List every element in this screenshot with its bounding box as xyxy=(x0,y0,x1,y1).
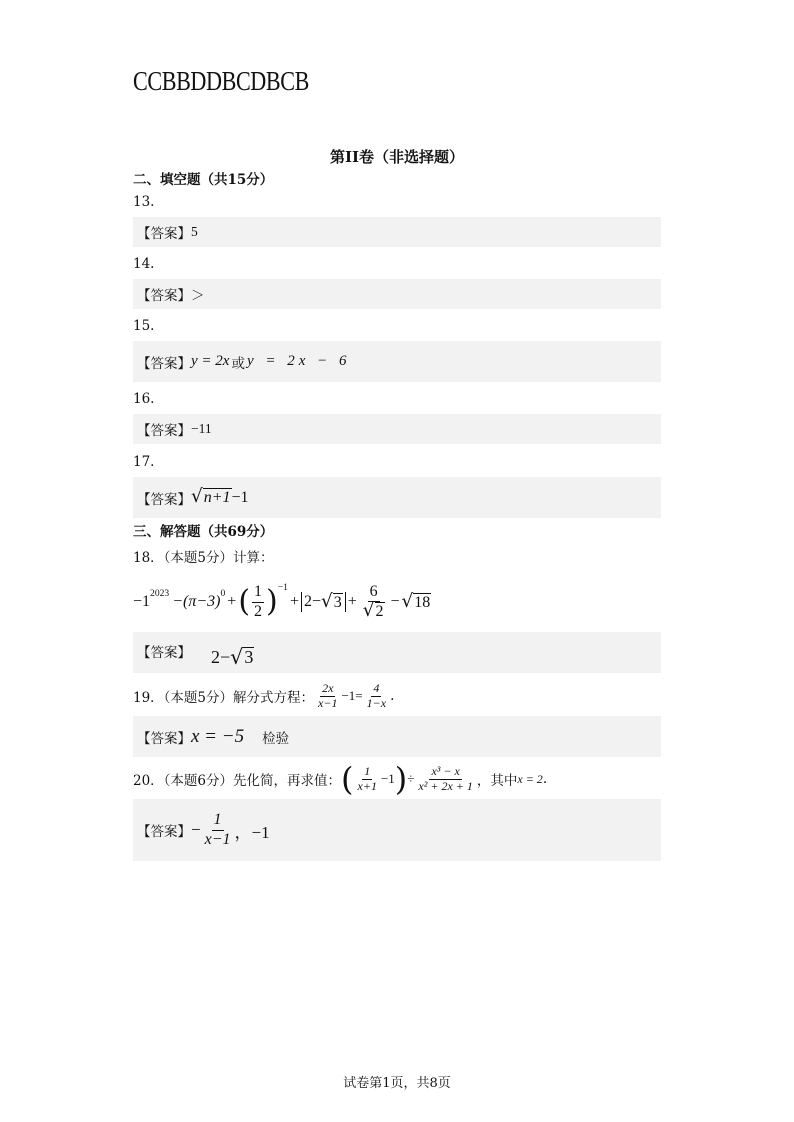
q20-answer-tail: ，−1 xyxy=(234,822,270,842)
q18-frac2: 6 √ 2 xyxy=(362,582,384,622)
section-fill-in-blank: 二、填空题（共15分） xyxy=(133,172,274,188)
q19-line xyxy=(133,678,394,714)
answer-label: 【答案】 xyxy=(137,355,191,372)
q17-number: 17. xyxy=(133,454,155,470)
q20-cond: x = 2 xyxy=(517,771,543,786)
q18-abs: 2− √ 3 xyxy=(301,592,346,613)
q18-answer-box xyxy=(133,632,661,673)
q13-answer-box xyxy=(133,217,661,247)
q18-plus1: + xyxy=(227,593,237,610)
mcq-answer-string: CCBBDDBCDBCB xyxy=(133,66,309,96)
q20-answer-frac: $\frac{1}{x-1}$ xyxy=(204,811,231,848)
q19-mid: −1= xyxy=(341,688,363,703)
q15-number: 15. xyxy=(133,318,155,334)
q18-prompt: 18．（本题5分）计算： xyxy=(133,550,274,566)
q17-answer-box xyxy=(133,477,661,518)
q20-prompt: 20．（本题6分）先化简，再求值： xyxy=(133,773,342,789)
answer-label: 【答案】 xyxy=(137,824,191,840)
part-title: 第II卷（非选择题） xyxy=(329,148,465,166)
q14-answer: ＞ xyxy=(191,288,205,303)
q18-formula: −1 $^{2023}$ −(π−3) $^0$ + ( $\frac{1}{2}$ ) $^{-1}$ + 2− √ 3 + 6 √ 2 − √ 18 xyxy=(133,582,431,622)
q17-radicand: n+1 xyxy=(203,489,231,507)
q19-answer: x = −5 xyxy=(191,725,245,747)
page-footer: 试卷第1页，共8页 xyxy=(343,1076,451,1091)
answer-label: 【答案】 xyxy=(137,730,191,747)
q15-answer-a: y = 2x xyxy=(191,353,230,369)
q18-last-sqrt: √ 18 xyxy=(401,590,431,612)
q20-outer-frac: $\frac{\text{x³ − x}}{\text{x² + 2x + 1}}$ xyxy=(418,763,473,793)
q17-sqrt: √ n+1 xyxy=(191,486,231,508)
q18-plus3: + xyxy=(347,593,357,610)
section-solutions: 三、解答题（共69分） xyxy=(133,524,274,540)
q16-answer: −11 xyxy=(191,421,212,436)
q14-answer-box xyxy=(133,279,661,309)
q19-frac-right: $\frac{4}{1-x}$ xyxy=(366,680,387,710)
q18-answer-sqrt: √ 3 xyxy=(230,645,254,670)
q16-number: 16. xyxy=(133,391,155,407)
answer-label: 【答案】 xyxy=(137,226,191,242)
q18-frac1-exp: −1 xyxy=(277,582,288,593)
q13-answer: 5 xyxy=(191,224,198,239)
q19-prompt: 19．（本题5分）解分式方程： xyxy=(133,690,315,706)
q20-inner-frac: $\frac{1}{x+1}$ xyxy=(357,763,377,793)
q20-inner-tail: −1 xyxy=(380,771,395,786)
answer-label: 【答案】 xyxy=(137,423,191,439)
q18-term1: −1 xyxy=(133,593,151,610)
q15-answer-b: y = 2x − 6 xyxy=(246,353,351,369)
q20-divide: ÷ xyxy=(407,771,415,786)
q19-answer-note: 检验 xyxy=(262,730,290,747)
q19-answer-box xyxy=(133,716,661,757)
q20-answer-box: 【答案】 − $\frac{1}{x-1}$ ，−1 xyxy=(133,799,661,861)
q18-term1-exp: 2023 xyxy=(150,588,170,599)
q18-plus2: + xyxy=(289,593,299,610)
q20-cond-end: . xyxy=(542,771,548,787)
q14-number: 14. xyxy=(133,256,155,272)
q13-number: 13. xyxy=(133,194,155,210)
answer-label: 【答案】 xyxy=(137,645,191,661)
q19-end: . xyxy=(390,688,395,704)
q20-cond-prefix: ，其中 xyxy=(476,773,518,789)
q16-answer-box xyxy=(133,414,661,444)
q15-answer-box xyxy=(133,341,661,382)
q19-frac-left: $\frac{2x}{x-1}$ xyxy=(318,680,338,710)
answer-label: 【答案】 xyxy=(137,288,191,304)
q17-tail: −1 xyxy=(231,488,249,506)
q20-line: 20．（本题6分）先化简，再求值： ( $\frac{1}{x+1}$ −1 ) ÷ $\frac{\text{x³ − x}}{\text{x² + 2x + 1}}$ ，其中 x = 2 . xyxy=(133,760,548,798)
q18-term2: −(π−3) xyxy=(172,593,221,610)
answer-label: 【答案】 xyxy=(137,491,191,508)
q18-term2-exp: 0 xyxy=(220,588,226,599)
q18-minus: − xyxy=(390,593,400,610)
q15-or: 或 xyxy=(231,355,245,372)
q18-answer-a: 2− xyxy=(211,647,231,667)
q18-frac1: $\frac{1}{2}$ xyxy=(254,583,263,620)
